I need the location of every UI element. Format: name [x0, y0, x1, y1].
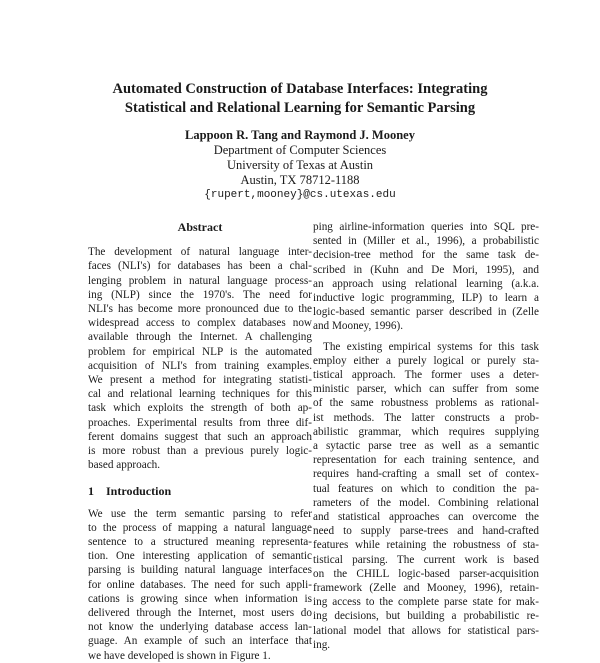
right-paragraph-1	[313, 220, 539, 334]
section-title: Introduction	[106, 484, 172, 499]
body-line: of the same robustness problems as rational-	[313, 397, 539, 410]
body-line: tistical parsing. The current work is based	[313, 553, 539, 566]
intro-line: not know the underlying database access lan-	[88, 621, 312, 634]
author-email: {rupert,mooney}@cs.utexas.edu	[204, 189, 396, 201]
author-names: Lappoon R. Tang and Raymond J. Mooney	[185, 128, 415, 142]
author-address: Austin, TX 78712-1188	[240, 173, 360, 187]
intro-line: delivered through the Internet, most users do	[88, 607, 312, 620]
body-line: an approach using relational learning (a.k.a.	[313, 277, 539, 290]
body-line: features while retaining the robustness of sta-	[313, 539, 539, 552]
body-line: representation for each training sentence, and	[313, 454, 539, 467]
intro-line: we have developed is shown in Figure 1.	[88, 649, 271, 662]
body-line: ing.	[313, 638, 331, 651]
body-line: and Mooney, 1996).	[313, 320, 404, 333]
abstract-line: We present a method for integrating statisti-	[88, 374, 312, 387]
author-university: University of Texas at Austin	[226, 158, 374, 172]
body-line: abilistic grammar, which requires supplying	[313, 425, 539, 438]
body-line: scribed in (Kuhn and De Mori, 1995), and	[313, 263, 539, 276]
introduction-heading	[88, 484, 312, 498]
body-line: on the CHILL logic-based parser-acquisition	[313, 567, 539, 580]
body-line: inductive logic programming, ILP) to learn a	[313, 292, 539, 305]
abstract-heading: Abstract	[177, 220, 223, 234]
abstract-body	[88, 245, 312, 472]
intro-line: cations is growing since when information is	[88, 592, 312, 605]
intro-line: to the process of mapping a natural language	[88, 521, 312, 534]
body-line: and statistical approaches can overcome the	[313, 511, 539, 524]
introduction-body	[88, 507, 312, 663]
paper-title	[60, 80, 540, 118]
left-column	[88, 220, 312, 663]
body-line: ministic parser, which can suffer from some	[313, 383, 539, 396]
abstract-line: lenging problem in natural language process-	[88, 274, 312, 287]
body-line: ing access to the complete parse state for mak-	[313, 596, 539, 609]
abstract-line: proaches. Experimental results from three dif-	[88, 416, 312, 429]
body-line: tual features on which to condition the pa-	[313, 482, 539, 495]
abstract-line: cal and relational learning techniques for this	[88, 388, 312, 401]
abstract-line: faces (NLI's) for databases has been a chal-	[88, 260, 312, 273]
abstract-line: ing (NLP) since the 1970's. The need for	[88, 288, 312, 301]
abstract-line: widespread access to complex databases now	[88, 317, 312, 330]
body-line: ping airline-information queries into SQL pre-	[313, 221, 539, 233]
title-line-1: Automated Construction of Database Interfaces: Integrating	[112, 81, 488, 97]
right-paragraph-2	[313, 340, 539, 652]
abstract-line: ferent domains suggest that such an approach	[88, 430, 312, 443]
abstract-line: based approach.	[88, 459, 161, 472]
body-line: The existing empirical systems for this task	[323, 340, 539, 353]
intro-line: tion. One interesting application of semantic	[88, 550, 312, 563]
body-line: logic-based semantic parser described in (Zelle	[313, 306, 539, 319]
body-line: need to supply parse-trees and hand-crafted	[313, 525, 539, 538]
abstract-line: task which exploits the strength of both ap-	[88, 402, 312, 415]
abstract-line: The development of natural language inter-	[88, 246, 312, 259]
intro-line: We use the term semantic parsing to refer	[88, 507, 312, 520]
right-column	[313, 220, 539, 652]
abstract-line: problem for empirical NLP is the automated	[88, 345, 312, 358]
body-line: a sytactic parse tree as well as a semantic	[313, 440, 539, 453]
abstract-line: acquisition of NLI's from training examples.	[88, 359, 312, 372]
intro-line: sentence to a structured meaning representa-	[88, 536, 312, 549]
author-block	[60, 128, 540, 203]
abstract-line: available through the Internet. A challenging	[88, 331, 312, 344]
body-line: employ either a purely logical or purely sta-	[313, 354, 539, 367]
body-line: tistical approach. The former uses a deter-	[313, 369, 539, 382]
body-line: ing decisions, but building a probabilistic re-	[313, 610, 539, 623]
abstract-line: is more robust than a previous purely logic-	[88, 445, 312, 458]
body-line: lational model that allows for statistical pars-	[313, 624, 539, 637]
body-line: requires hand-crafting a small set of contex-	[313, 468, 539, 481]
body-line: framework (Zelle and Mooney, 1996), retain-	[313, 582, 539, 595]
author-department: Department of Computer Sciences	[213, 143, 387, 157]
intro-line: for online databases. The need for such appli-	[88, 578, 312, 591]
title-line-2: Statistical and Relational Learning for Semantic Parsing	[124, 100, 476, 116]
body-line: sented in (Miller et al., 1996), a probabilistic	[313, 235, 539, 248]
body-line: ist methods. The latter constructs a prob-	[313, 411, 539, 424]
intro-line: parsing is building natural language interfaces	[88, 564, 312, 577]
body-line: decision-tree method for the same task de-	[313, 249, 539, 262]
body-line: rameters of the model. Combining relational	[313, 496, 539, 509]
intro-line: guage. An example of such an interface that	[88, 635, 312, 648]
abstract-line: NLI's has become more pronounced due to the	[88, 303, 312, 316]
section-number: 1	[88, 484, 94, 499]
